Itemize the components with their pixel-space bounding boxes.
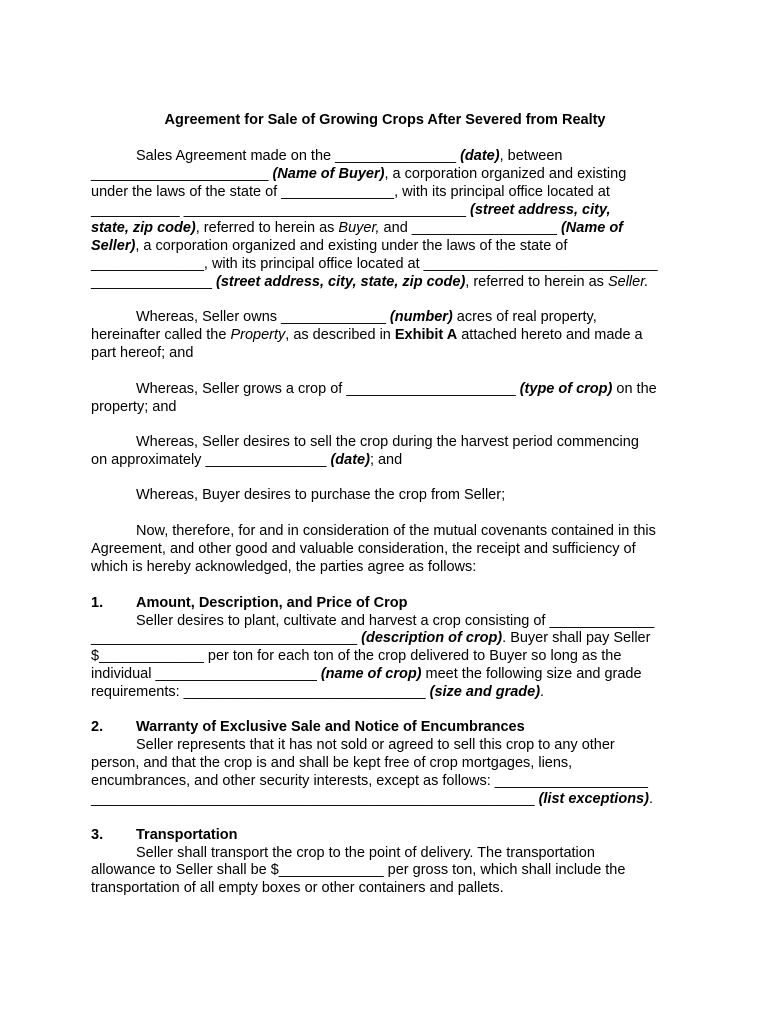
section-title: Warranty of Exclusive Sale and Notice of Encumbrances [136,719,525,735]
paragraph-line [136,308,597,326]
paragraph-line [91,861,625,879]
text-run: Seller) [91,238,136,254]
text-run: hereinafter called the [91,327,231,343]
text-run: transportation of all empty boxes or other containers and pallets. [91,880,504,896]
paragraph-line [91,255,658,273]
text-run: state, zip code) [91,220,196,236]
text-run: encumbrances, and other security interests, except as follows: ___________________ [91,773,648,789]
text-run: Whereas, Seller desires to sell the crop during the harvest period commencing [136,434,639,450]
text-run: Now, therefore, for and in consideration of the mutual covenants contained in this [136,523,656,539]
paragraph-line [91,558,476,576]
paragraph-line [91,183,610,201]
paragraph-line [91,326,643,344]
paragraph-line [136,844,595,862]
text-run: _______________ [91,274,216,290]
paragraph-line [91,790,653,808]
text-run: . [540,684,545,700]
text-run: _________________________________ [91,630,362,646]
paragraph-line [91,237,567,255]
paragraph-line [91,201,611,219]
paragraph-line [91,629,650,647]
text-run: Whereas, Seller grows a crop of _____________________ [136,381,520,397]
text-run: which is hereby acknowledged, the parties agree as follows: [91,559,477,575]
paragraph-line [136,433,639,451]
text-run: under the laws of the state of ______________, with its principal office located at [91,184,610,200]
text-run: (name of crop) [320,666,422,682]
text-run: (date) [460,148,500,164]
text-run: , a corporation organized and existing [384,166,627,182]
text-run: , between [499,148,563,164]
paragraph-line [91,665,642,683]
text-run: Seller. [607,274,649,290]
text-run: , referred to herein as [465,274,608,290]
text-run: individual ____________________ [91,666,321,682]
text-run: attached hereto and made a [457,327,643,343]
section-heading-1 [91,594,408,612]
text-run: . Buyer shall pay Seller [502,630,651,646]
text-run: (list exceptions) [538,791,649,807]
paragraph-line [91,540,636,558]
text-run: meet the following size and grade [421,666,642,682]
paragraph-line [91,772,648,790]
paragraph-line [91,344,193,362]
text-run: , as described in [285,327,395,343]
paragraph-line [91,879,504,897]
paragraph-line [91,683,544,701]
text-run: part hereof; and [91,345,194,361]
text-run: allowance to Seller shall be $_____________ per gross ton, which shall include the [91,862,626,878]
text-run: (type of crop) [519,381,613,397]
paragraph-line [91,219,623,237]
paragraph-line [91,273,649,291]
section-number: 2. [91,719,104,735]
section-title: Amount, Description, and Price of Crop [136,595,408,611]
text-run: Buyer, [338,220,380,236]
text-run: ; and [369,452,403,468]
text-run: property; and [91,399,177,415]
paragraph-line [136,612,654,630]
text-run: _______________________________________________________ [91,791,539,807]
paragraph-line [91,165,626,183]
text-run: requirements: ______________________________ [91,684,430,700]
section-title: Transportation [136,827,238,843]
paragraph-line [91,398,176,416]
text-run: Property [230,327,286,343]
text-run: . [648,791,653,807]
paragraph-line [136,522,656,540]
text-run: person, and that the crop is and shall be kept free of crop mortgages, liens, [91,755,573,771]
text-run: (description of crop) [361,630,503,646]
text-run: acres of real property, [452,309,597,325]
text-run: on the [612,381,657,397]
text-run: , referred to herein as [195,220,339,236]
section-heading-3 [91,826,238,844]
text-run: Whereas, Buyer desires to purchase the crop from Seller; [136,487,506,503]
text-run: on approximately _______________ [91,452,331,468]
text-run: and __________________ [379,220,561,236]
text-run: (size and grade) [429,684,541,700]
paragraph-line [91,647,621,665]
section-number: 3. [91,827,104,843]
text-run: ______________________ [91,166,273,182]
text-run: ______________, with its principal office located at _____________________________ [91,256,658,272]
text-run: (Name of [560,220,624,236]
section-heading-2 [91,718,525,736]
document-title: Agreement for Sale of Growing Crops After Severed from Realty [164,112,606,128]
text-run: (number) [389,309,453,325]
paragraph-line [91,754,572,772]
text-run: Agreement, and other good and valuable consideration, the receipt and sufficiency of [91,541,636,557]
paragraph-line [136,736,615,754]
text-run: , a corporation organized and existing under the laws of the state of [135,238,568,254]
text-run: Sales Agreement made on the _______________ [136,148,461,164]
text-run: (street address, city, state, zip code) [216,274,466,290]
paragraph-line [91,451,402,469]
text-run: $_____________ per ton for each ton of the crop delivered to Buyer so long as the [91,648,622,664]
text-run: ___________ ___________________________________ [91,202,471,218]
text-run: Seller shall transport the crop to the point of delivery. The transportation [136,845,595,861]
text-run: (Name of Buyer) [272,166,385,182]
section-number: 1. [91,595,104,611]
paragraph-line [136,380,657,398]
text-run: (date) [330,452,370,468]
text-run: Seller represents that it has not sold or agreed to sell this crop to any other [136,737,615,753]
text-run: Whereas, Seller owns _____________ [136,309,390,325]
text-run: Exhibit A [394,327,458,343]
text-run: (street address, city, [470,202,611,218]
paragraph-line [136,147,562,165]
paragraph-line [136,486,505,504]
text-run: Seller desires to plant, cultivate and harvest a crop consisting of _____________ [136,613,655,629]
